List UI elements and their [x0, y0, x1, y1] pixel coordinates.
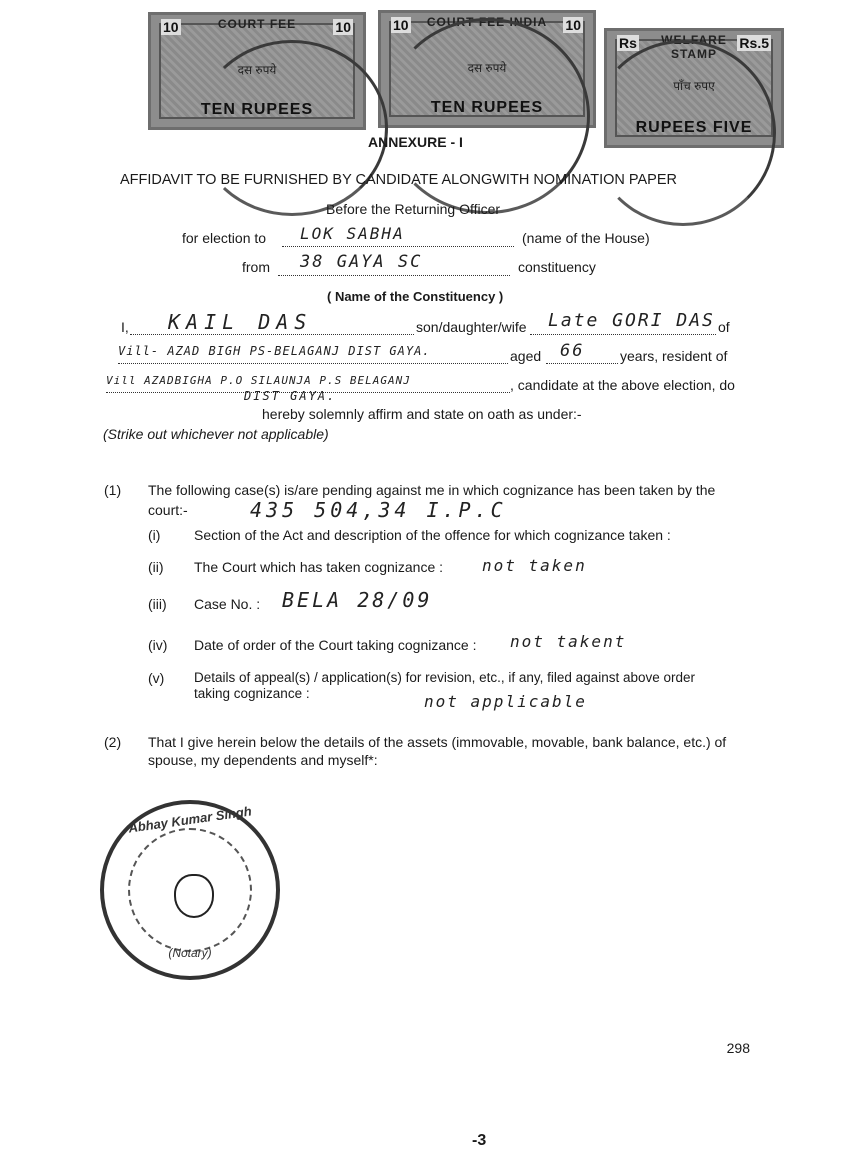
stamp-denomination: TEN RUPEES [430, 99, 544, 116]
notary-signature [174, 874, 214, 918]
house-field-line [282, 246, 514, 247]
constituency-field-line [278, 275, 510, 276]
stamp-denomination: TEN RUPEES [200, 101, 314, 118]
stamp-value-left: Rs [619, 35, 637, 51]
section-1-number: (1) [104, 482, 122, 498]
constituency-suffix-label: constituency [518, 259, 596, 275]
bottom-mark: -3 [472, 1132, 487, 1149]
i-label: I, [121, 319, 129, 335]
address-line-3: DIST GAYA. [244, 389, 337, 403]
item-v-number: (v) [148, 670, 165, 686]
affirm-statement: hereby solemnly affirm and state on oath as under:- [262, 406, 582, 422]
candidate-label: , candidate at the above election, do [510, 377, 735, 393]
item-ii-number: (ii) [148, 559, 164, 575]
house-value: LOK SABHA [300, 224, 405, 243]
court-label: court:- [148, 502, 188, 518]
address1-field-line [118, 363, 508, 364]
item-i-number: (i) [148, 527, 161, 543]
notary-name: Abhay Kumar Singh [127, 803, 253, 836]
annexure-heading: ANNEXURE - I [368, 134, 463, 150]
item-v-label-cont: taking cognizance : [194, 686, 310, 701]
age-field-line [546, 363, 618, 364]
order-date-value: not takent [510, 632, 627, 651]
stamp-value-right: 10 [335, 19, 351, 35]
section-2-number: (2) [104, 734, 122, 750]
constituency-name-label: ( Name of the Constituency ) [327, 289, 504, 304]
stamp-cancellation-seal [196, 40, 388, 216]
address-line-1: Vill- AZAD BIGH PS-BELAGANJ DIST GAYA. [118, 344, 431, 358]
stamp-denomination: RUPEES FIVE [635, 119, 753, 136]
section-1-text: The following case(s) is/are pending against me in which cognizance has been taken by the [148, 482, 716, 498]
stamp-value-left: 10 [163, 19, 179, 35]
strike-out-note: (Strike out whichever not applicable) [103, 426, 329, 442]
name-field-line [130, 334, 414, 335]
years-resident-label: years, resident of [620, 348, 728, 364]
from-label: from [242, 259, 270, 275]
case-number-value: BELA 28/09 [282, 588, 433, 612]
item-iii-number: (iii) [148, 596, 167, 612]
affidavit-title: AFFIDAVIT TO BE FURNISHED BY CANDIDATE ALONGWITH NOMINATION PAPER [120, 172, 677, 188]
ipc-sections-value: 435 504,34 I.P.C [250, 498, 507, 522]
item-iv-number: (iv) [148, 637, 168, 653]
election-to-label: for election to [182, 230, 267, 246]
stamp-value-right: Rs.5 [739, 35, 769, 51]
notary-seal [100, 800, 280, 980]
returning-officer-line: Before the Returning Officer [326, 201, 501, 217]
appeal-value: not applicable [424, 692, 587, 711]
relation-label: son/daughter/wife [416, 319, 527, 335]
house-suffix-label: (name of the House) [522, 230, 650, 246]
stamp-hindi-text: दस रुपये [467, 61, 507, 75]
parent-field-line [530, 334, 716, 335]
stamp-heading: COURT FEE INDIA [426, 15, 548, 29]
item-v-label: Details of appeal(s) / application(s) for revision, etc., if any, filed against above order [194, 670, 695, 685]
section-2-text-cont: spouse, my dependents and myself*: [148, 752, 378, 768]
candidate-name: KAIL DAS [168, 310, 313, 334]
page-number: 298 [726, 1040, 750, 1056]
of-label: of [718, 319, 730, 335]
stamp-hindi-text: पाँच रुपए [673, 79, 715, 93]
stamp-cancellation-seal [590, 40, 776, 226]
aged-label: aged [510, 348, 542, 364]
stamp-heading: WELFARE STAMP [661, 33, 727, 61]
stamp-value-left: 10 [393, 17, 409, 33]
age-value: 66 [560, 341, 585, 361]
item-i-label: Section of the Act and description of the offence for which cognizance taken : [194, 527, 671, 543]
section-2-text: That I give herein below the details of the assets (immovable, movable, bank balance, etc.) of [148, 734, 727, 750]
address-line-2: Vill AZADBIGHA P.O SILAUNJA P.S BELAGANJ [106, 374, 411, 387]
court-taken-value: not taken [482, 556, 587, 575]
item-ii-label: The Court which has taken cognizance : [194, 559, 444, 575]
item-iv-label: Date of order of the Court taking cognizance : [194, 637, 477, 653]
notary-title: (Notary) [168, 946, 212, 960]
constituency-value: 38 GAYA SC [300, 252, 423, 272]
parent-name: Late GORI DAS [548, 310, 715, 331]
stamp-value-right: 10 [565, 17, 581, 33]
stamp-hindi-text: दस रुपये [237, 63, 277, 77]
item-iii-label: Case No. : [194, 596, 261, 612]
stamp-heading: COURT FEE [217, 17, 297, 31]
